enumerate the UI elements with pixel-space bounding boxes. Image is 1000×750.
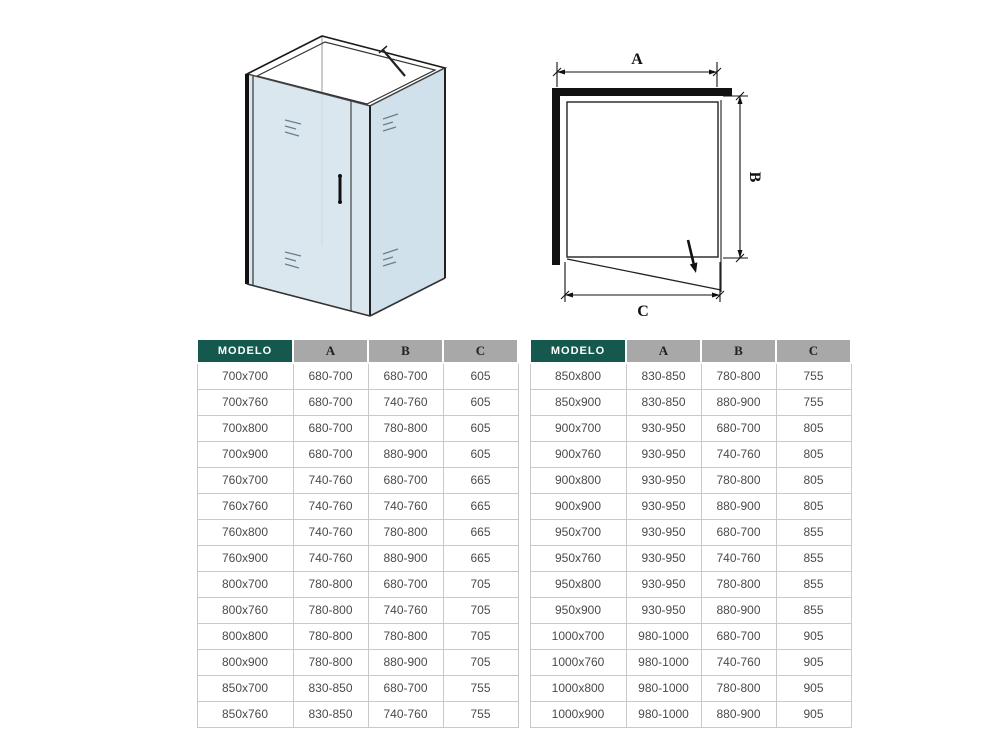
dimension-b	[723, 92, 763, 262]
table-cell: 930-950	[626, 494, 701, 520]
table-cell: 605	[443, 363, 518, 390]
table-cell: 740-760	[701, 650, 776, 676]
table-cell: 930-950	[626, 572, 701, 598]
table-row	[530, 650, 851, 676]
table-cell: 780-800	[293, 650, 368, 676]
table-cell: 780-800	[368, 416, 443, 442]
dimension-a	[553, 51, 721, 87]
table-cell: 855	[776, 572, 851, 598]
table-row	[197, 468, 518, 494]
table-cell: 700x760	[197, 390, 293, 416]
door-handle	[338, 174, 342, 204]
table-cell: 930-950	[626, 520, 701, 546]
table-cell: 605	[443, 390, 518, 416]
size-tables	[196, 338, 852, 728]
table-cell: 805	[776, 468, 851, 494]
table-cell: 880-900	[368, 546, 443, 572]
side-glass-panel	[370, 68, 445, 316]
table-row	[530, 390, 851, 416]
table-cell: 680-700	[293, 363, 368, 390]
table-cell: 830-850	[626, 363, 701, 390]
table-cell: 950x800	[530, 572, 626, 598]
table-cell: 680-700	[293, 390, 368, 416]
table-cell: 980-1000	[626, 650, 701, 676]
table-cell: 880-900	[701, 494, 776, 520]
table-cell: 740-760	[701, 442, 776, 468]
door-open-arrow-icon	[690, 262, 698, 273]
table-cell: 755	[443, 702, 518, 728]
table-cell: 665	[443, 468, 518, 494]
top-wall-profile	[552, 88, 732, 96]
column-header-b: B	[368, 339, 443, 363]
table-cell: 740-760	[368, 598, 443, 624]
table-cell: 780-800	[293, 624, 368, 650]
table-cell: 780-800	[293, 598, 368, 624]
table-cell: 850x900	[530, 390, 626, 416]
dimension-diagram	[535, 42, 770, 320]
table-cell: 800x900	[197, 650, 293, 676]
dimension-c	[561, 262, 724, 320]
table-header-row	[197, 339, 518, 363]
dimension-a-label: A	[631, 51, 643, 68]
table-cell: 880-900	[368, 442, 443, 468]
table-row	[197, 363, 518, 390]
table-cell: 680-700	[701, 624, 776, 650]
table-cell: 930-950	[626, 598, 701, 624]
table-cell: 680-700	[368, 363, 443, 390]
column-header-b: B	[701, 339, 776, 363]
table-row	[197, 546, 518, 572]
table-row	[530, 442, 851, 468]
table-cell: 880-900	[701, 598, 776, 624]
table-cell: 905	[776, 676, 851, 702]
table-cell: 905	[776, 650, 851, 676]
table-cell: 780-800	[701, 468, 776, 494]
table-cell: 605	[443, 416, 518, 442]
table-row	[197, 520, 518, 546]
table-cell: 830-850	[293, 702, 368, 728]
table-cell: 700x700	[197, 363, 293, 390]
table-cell: 780-800	[701, 676, 776, 702]
table-cell: 705	[443, 598, 518, 624]
column-header-c: C	[443, 339, 518, 363]
column-header-a: A	[293, 339, 368, 363]
table-row	[197, 650, 518, 676]
table-cell: 1000x760	[530, 650, 626, 676]
table-cell: 980-1000	[626, 624, 701, 650]
table-cell: 705	[443, 650, 518, 676]
table-cell: 680-700	[701, 416, 776, 442]
table-cell: 980-1000	[626, 702, 701, 728]
table-row	[197, 416, 518, 442]
table-cell: 680-700	[701, 520, 776, 546]
table-cell: 780-800	[293, 572, 368, 598]
table-cell: 805	[776, 442, 851, 468]
table-cell: 1000x900	[530, 702, 626, 728]
table-row	[530, 468, 851, 494]
table-cell: 905	[776, 624, 851, 650]
table-cell: 930-950	[626, 416, 701, 442]
table-cell: 930-950	[626, 468, 701, 494]
table-cell: 740-760	[368, 390, 443, 416]
table-cell: 740-760	[368, 702, 443, 728]
table-cell: 880-900	[701, 702, 776, 728]
table-cell: 680-700	[368, 676, 443, 702]
table-cell: 900x700	[530, 416, 626, 442]
table-cell: 740-760	[293, 494, 368, 520]
table-row	[197, 494, 518, 520]
table-row	[197, 702, 518, 728]
table-cell: 665	[443, 546, 518, 572]
column-header-modelo: MODELO	[197, 339, 293, 363]
table-cell: 950x900	[530, 598, 626, 624]
table-cell: 800x800	[197, 624, 293, 650]
table-cell: 740-760	[293, 546, 368, 572]
table-cell: 855	[776, 598, 851, 624]
dimension-c-label: C	[637, 303, 649, 320]
table-row	[530, 676, 851, 702]
table-cell: 755	[776, 390, 851, 416]
table-cell: 880-900	[701, 390, 776, 416]
table-row	[530, 363, 851, 390]
table-cell: 900x760	[530, 442, 626, 468]
table-cell: 930-950	[626, 546, 701, 572]
table-cell: 755	[776, 363, 851, 390]
table-row	[530, 598, 851, 624]
table-row	[530, 416, 851, 442]
table-row	[530, 624, 851, 650]
table-cell: 1000x800	[530, 676, 626, 702]
table-row	[197, 390, 518, 416]
spec-table-left	[196, 338, 519, 728]
table-cell: 760x760	[197, 494, 293, 520]
table-cell: 700x900	[197, 442, 293, 468]
table-row	[197, 624, 518, 650]
table-cell: 850x760	[197, 702, 293, 728]
table-cell: 705	[443, 572, 518, 598]
table-cell: 855	[776, 546, 851, 572]
dimension-b-label: B	[746, 171, 763, 183]
table-row	[530, 546, 851, 572]
table-cell: 680-700	[293, 416, 368, 442]
table-cell: 830-850	[626, 390, 701, 416]
table-cell: 805	[776, 416, 851, 442]
table-cell: 1000x700	[530, 624, 626, 650]
table-cell: 780-800	[368, 520, 443, 546]
table-row	[197, 572, 518, 598]
table-row	[197, 676, 518, 702]
table-cell: 680-700	[368, 572, 443, 598]
isometric-shower-diagram	[233, 24, 458, 320]
table-cell: 805	[776, 494, 851, 520]
table-cell: 680-700	[368, 468, 443, 494]
table-cell: 800x760	[197, 598, 293, 624]
table-cell: 980-1000	[626, 676, 701, 702]
table-cell: 760x800	[197, 520, 293, 546]
table-cell: 760x900	[197, 546, 293, 572]
table-cell: 680-700	[293, 442, 368, 468]
table-cell: 700x800	[197, 416, 293, 442]
table-cell: 900x900	[530, 494, 626, 520]
table-cell: 665	[443, 520, 518, 546]
table-cell: 855	[776, 520, 851, 546]
table-cell: 705	[443, 624, 518, 650]
column-header-c: C	[776, 339, 851, 363]
table-cell: 905	[776, 702, 851, 728]
table-cell: 850x700	[197, 676, 293, 702]
table-row	[530, 572, 851, 598]
table-cell: 780-800	[368, 624, 443, 650]
table-cell: 850x800	[530, 363, 626, 390]
table-cell: 740-760	[368, 494, 443, 520]
table-cell: 605	[443, 442, 518, 468]
table-cell: 665	[443, 494, 518, 520]
table-cell: 780-800	[701, 363, 776, 390]
left-wall-profile	[552, 88, 560, 265]
table-cell: 740-760	[701, 546, 776, 572]
table-row	[530, 702, 851, 728]
table-row	[197, 442, 518, 468]
table-cell: 760x700	[197, 468, 293, 494]
table-cell: 880-900	[368, 650, 443, 676]
column-header-modelo: MODELO	[530, 339, 626, 363]
table-row	[197, 598, 518, 624]
table-cell: 780-800	[701, 572, 776, 598]
table-cell: 740-760	[293, 468, 368, 494]
table-cell: 830-850	[293, 676, 368, 702]
table-row	[530, 520, 851, 546]
table-cell: 950x700	[530, 520, 626, 546]
spec-table-right	[529, 338, 852, 728]
table-cell: 900x800	[530, 468, 626, 494]
table-cell: 930-950	[626, 442, 701, 468]
table-cell: 740-760	[293, 520, 368, 546]
table-cell: 800x700	[197, 572, 293, 598]
table-header-row	[530, 339, 851, 363]
table-row	[530, 494, 851, 520]
table-cell: 950x760	[530, 546, 626, 572]
table-cell: 755	[443, 676, 518, 702]
column-header-a: A	[626, 339, 701, 363]
